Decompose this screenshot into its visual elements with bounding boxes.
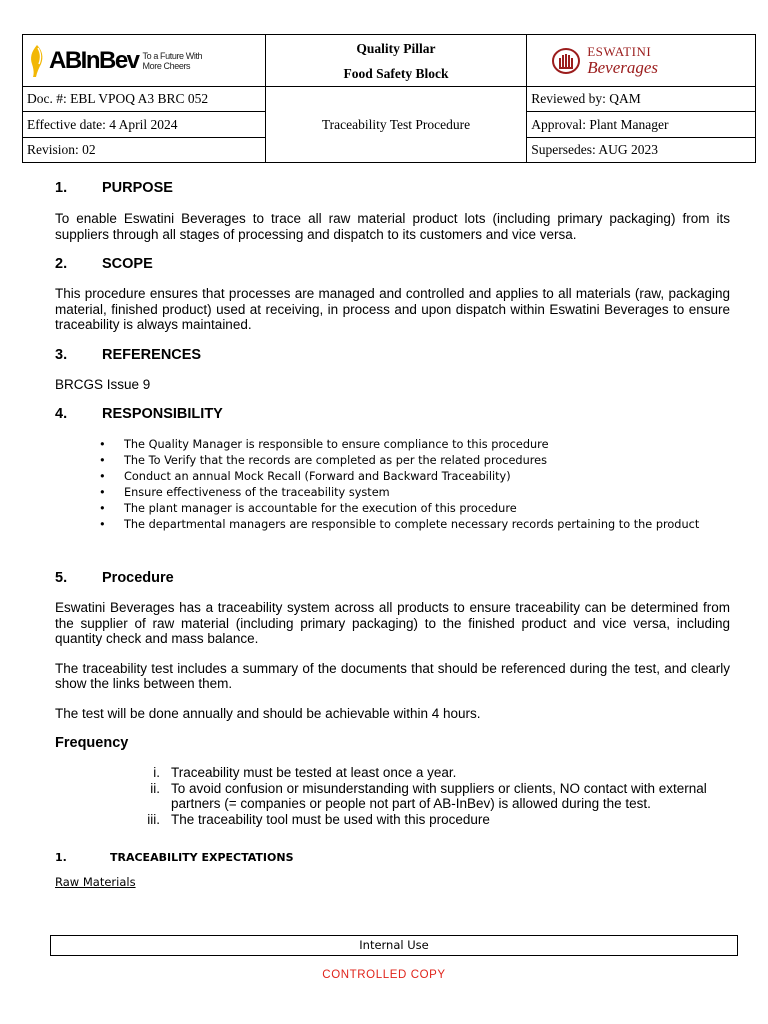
list-item: ii. To avoid confusion or misunderstanding with suppliers or clients, NO contact with external partners (= companies or people not part of AB-InBev) is allowed during the test.: [150, 780, 707, 811]
document-header-table: [22, 34, 756, 163]
list-item: • The plant manager is accountable for the execution of this procedure: [55, 501, 730, 517]
raw-materials-subheading: Raw Materials: [55, 875, 136, 889]
responsibility-list: [55, 437, 730, 533]
frequency-list: [55, 765, 730, 827]
list-item: • Conduct an annual Mock Recall (Forward and Backward Traceability): [55, 469, 730, 485]
list-item: • The departmental managers are responsible to complete necessary records pertaining to the product: [55, 517, 730, 533]
purpose-text: To enable Eswatini Beverages to trace all raw material product lots (including primary packaging) from its suppliers through all stages of processing and dispatch to its customers and vice versa.: [55, 211, 730, 242]
supersedes: Supersedes: AUG 2023: [527, 138, 756, 163]
abinbev-tagline: To a Future With More Cheers: [142, 50, 203, 71]
block-title: Food Safety Block: [343, 65, 449, 81]
effective-date: Effective date: 4 April 2024: [23, 112, 266, 138]
responsibility-heading: 4. RESPONSIBILITY: [55, 406, 223, 422]
doc-number: Doc. #: EBL VPOQ A3 BRC 052: [23, 87, 266, 112]
references-heading: 3. REFERENCES: [55, 346, 202, 363]
procedure-text-3: The test will be done annually and should be achievable within 4 hours.: [55, 705, 481, 721]
controlled-copy-stamp: CONTROLLED COPY: [322, 969, 446, 981]
list-item: iii. The traceability tool must be used with this procedure: [147, 811, 490, 827]
references-text: BRCGS Issue 9: [55, 376, 151, 392]
pillar-block-cell: [265, 35, 526, 87]
approval: Approval: Plant Manager: [527, 112, 756, 138]
scope-text: This procedure ensures that processes are managed and controlled and applies to all materials (raw, packaging material, finished product) used at receiving, in process and upon dispatch within Eswatini Beverages to ensure traceability is always maintained.: [55, 286, 730, 332]
list-item: • The Quality Manager is responsible to ensure compliance to this procedure: [55, 437, 730, 453]
traceability-expectations-heading: 1. TRACEABILITY EXPECTATIONS: [55, 851, 294, 864]
list-item: • The To Verify that the records are completed as per the related procedures: [55, 453, 730, 469]
reviewed-by: Reviewed by: QAM: [527, 87, 756, 112]
procedure-heading: 5. Procedure: [55, 570, 174, 586]
abinbev-wordmark: ABInBev: [49, 46, 139, 74]
procedure-text-1: Eswatini Beverages has a traceability system across all products to ensure traceability can be determined from the supplier of raw material (including primary packaging) to the finished product and vice versa, including quantity check and mass balance.: [55, 600, 730, 646]
revision: Revision: 02: [23, 138, 266, 163]
beverages-wordmark: Beverages: [587, 57, 659, 77]
eswatini-wordmark: ESWATINI: [587, 43, 652, 59]
scope-heading: 2. SCOPE: [55, 256, 153, 272]
frequency-heading: Frequency: [55, 735, 129, 751]
abinbev-logo-cell: [23, 35, 266, 87]
document-body: [55, 180, 730, 889]
purpose-heading: 1. PURPOSE: [55, 180, 173, 196]
pillar-title: Quality Pillar: [356, 40, 436, 56]
list-item: • Ensure effectiveness of the traceability system: [55, 485, 730, 501]
eswatini-logo-cell: [527, 35, 756, 87]
procedure-text-2: The traceability test includes a summary of the documents that should be referenced during the test, and clearly show the links between them.: [55, 660, 730, 691]
internal-use-footer: Internal Use: [50, 935, 738, 956]
abinbev-logo-icon: [29, 44, 45, 78]
eswatini-crest-icon: [551, 47, 581, 75]
list-item: i. Traceability must be tested at least once a year.: [153, 765, 457, 780]
procedure-title: Traceability Test Procedure: [265, 87, 526, 163]
